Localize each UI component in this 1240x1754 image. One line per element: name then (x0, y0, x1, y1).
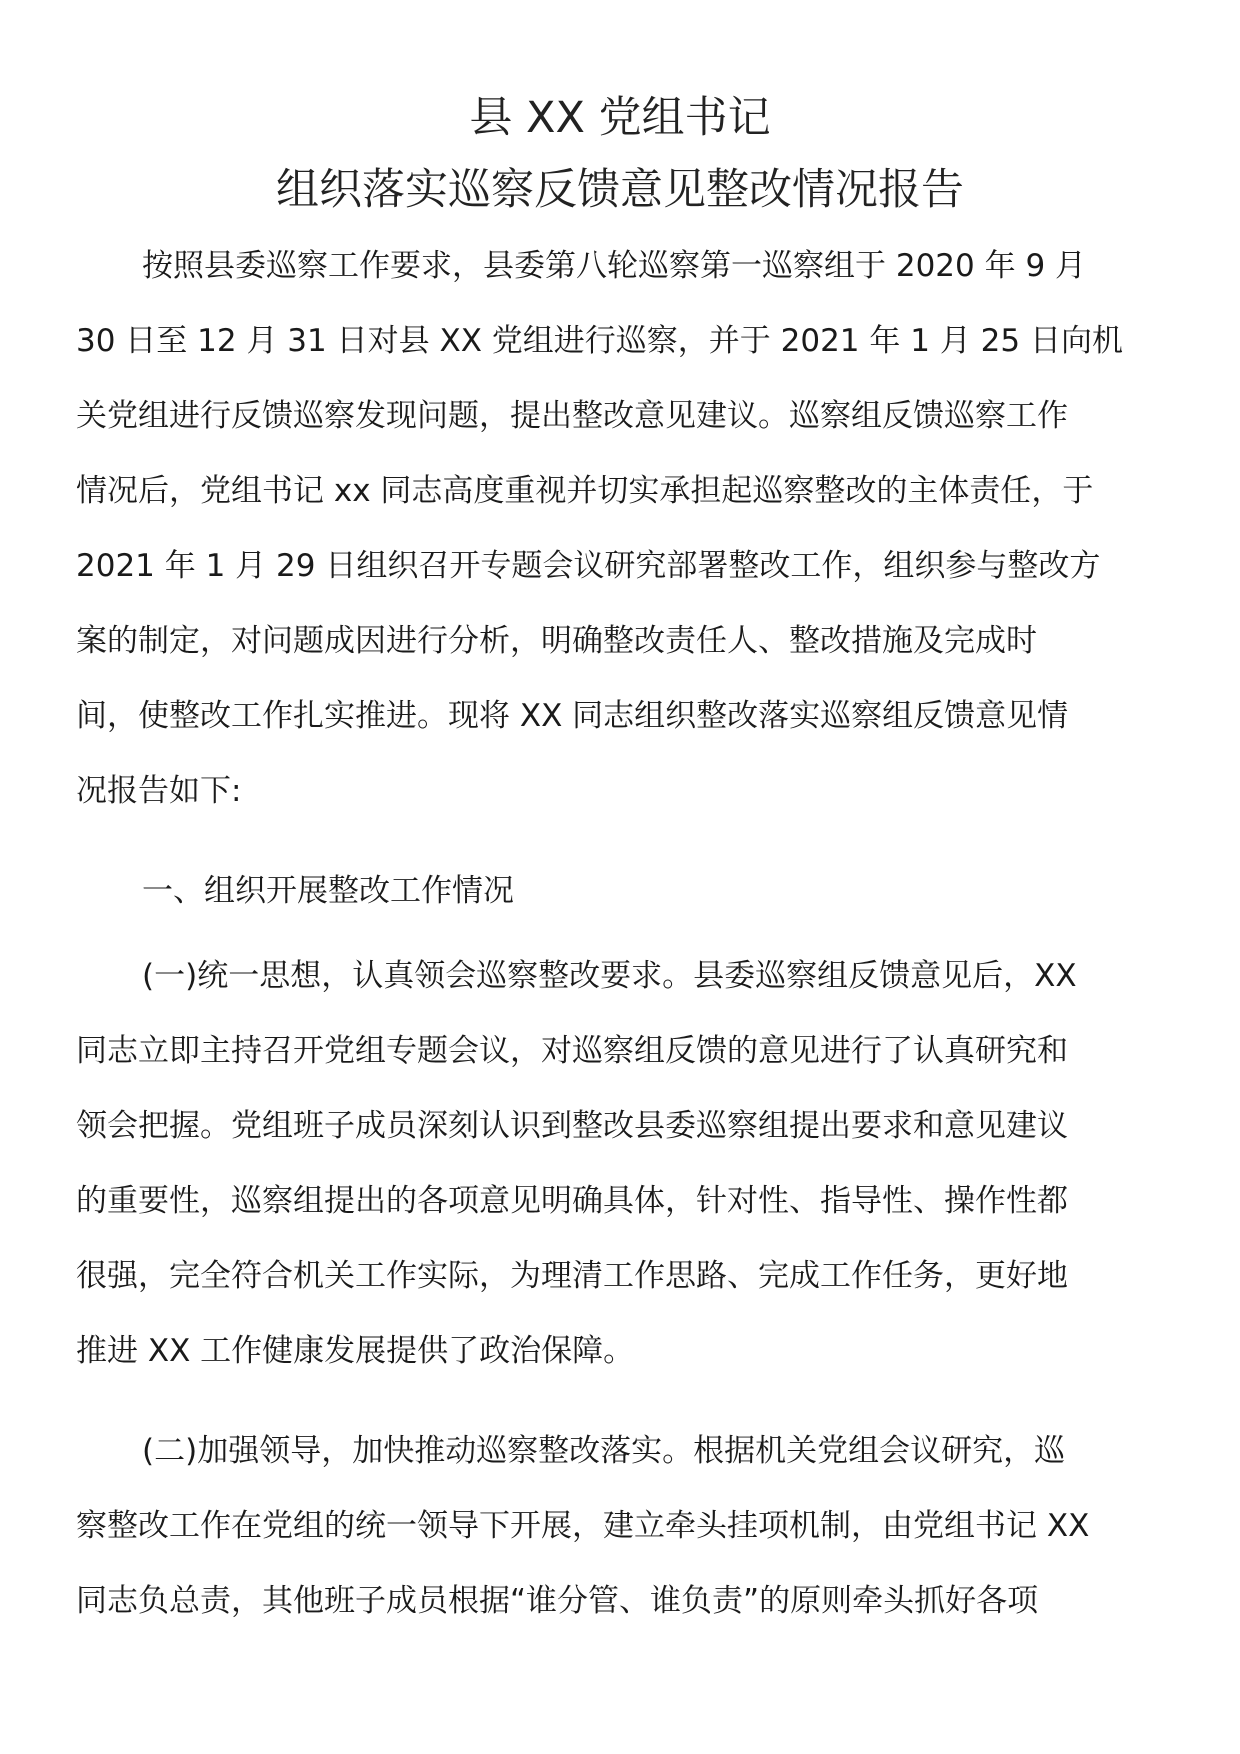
paragraph-intro (76, 229, 1176, 829)
text-line: 察整改工作在党组的统一领导下开展，建立牵头挂项机制，由党组书记 XX (76, 1508, 1090, 1544)
text-line: 按照县委巡察工作要求，县委第八轮巡察第一巡察组于 2020 年 9 月 (142, 248, 1087, 284)
section-heading (76, 854, 1176, 929)
text-line: (二)加强领导，加快推动巡察整改落实。根据机关党组会议研究，巡 (142, 1433, 1066, 1469)
section-heading-text: 一、组织开展整改工作情况 (142, 873, 514, 909)
text-line: 领会把握。党组班子成员深刻认识到整改县委巡察组提出要求和意见建议 (76, 1108, 1068, 1144)
text-line: 很强，完全符合机关工作实际，为理清工作思路、完成工作任务，更好地 (76, 1258, 1068, 1294)
document-title-line-2: 组织落实巡察反馈意见整改情况报告 (276, 165, 964, 215)
paragraph-strengthen-leadership (76, 1414, 1176, 1639)
text-line: (一)统一思想，认真领会巡察整改要求。县委巡察组反馈意见后，XX (142, 958, 1077, 994)
text-line: 的重要性，巡察组提出的各项意见明确具体，针对性、指导性、操作性都 (76, 1183, 1068, 1219)
text-line: 况报告如下: (76, 773, 242, 809)
text-line: 同志立即主持召开党组专题会议，对巡察组反馈的意见进行了认真研究和 (76, 1033, 1068, 1069)
text-line: 同志负总责，其他班子成员根据“谁分管、谁负责”的原则牵头抓好各项 (76, 1583, 1039, 1619)
text-line: 情况后，党组书记 xx 同志高度重视并切实承担起巡察整改的主体责任，于 (76, 473, 1094, 509)
text-line: 间，使整改工作扎实推进。现将 XX 同志组织整改落实巡察组反馈意见情 (76, 698, 1069, 734)
text-line: 2021 年 1 月 29 日组织召开专题会议研究部署整改工作，组织参与整改方 (76, 548, 1101, 584)
document-title-line-1: 县 XX 党组书记 (469, 93, 771, 143)
paragraph-unify-thinking (76, 939, 1176, 1389)
text-line: 案的制定，对问题成因进行分析，明确整改责任人、整改措施及完成时 (76, 623, 1037, 659)
text-line: 推进 XX 工作健康发展提供了政治保障。 (76, 1333, 635, 1369)
text-line: 30 日至 12 月 31 日对县 XX 党组进行巡察，并于 2021 年 1 月 25 日向机 (76, 323, 1123, 359)
text-line: 关党组进行反馈巡察发现问题，提出整改意见建议。巡察组反馈巡察工作 (76, 398, 1068, 434)
